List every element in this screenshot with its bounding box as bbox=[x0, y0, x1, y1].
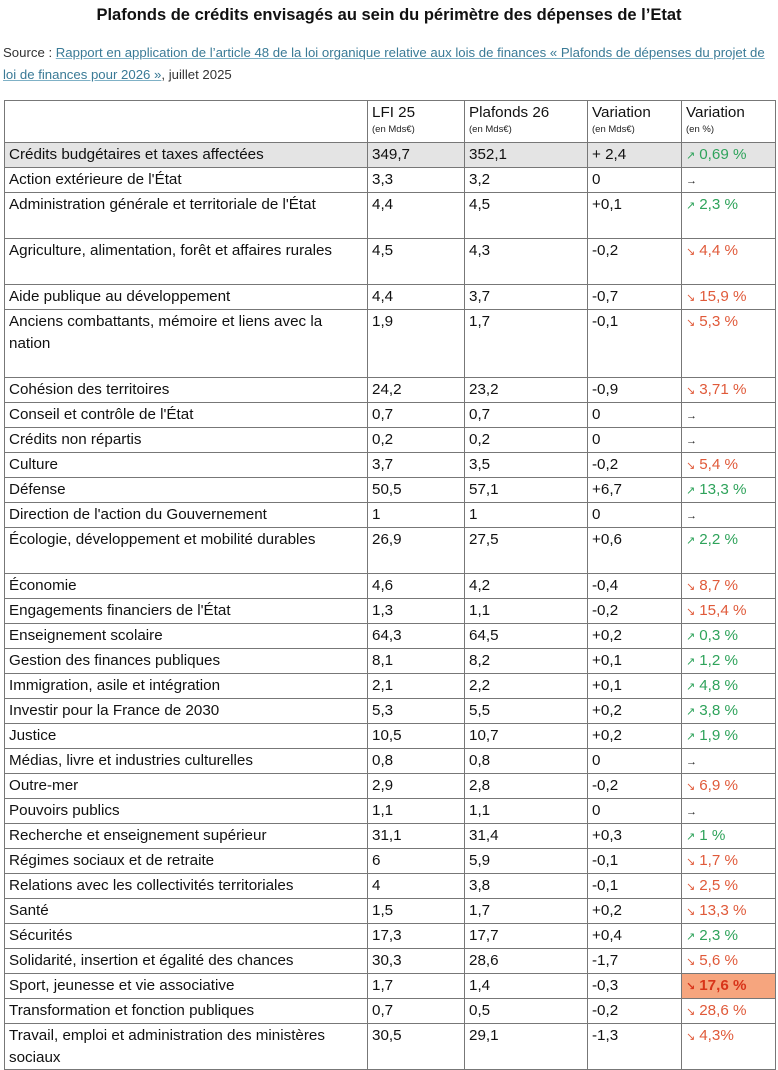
variation-pct-value: 28,6 % bbox=[699, 1002, 747, 1019]
plafond-value-cell: 1,1 bbox=[465, 799, 588, 824]
mission-name-cell: Aide publique au développement bbox=[5, 285, 368, 310]
header-label: Variation bbox=[686, 104, 745, 121]
plafond-value-cell: 0,5 bbox=[465, 999, 588, 1024]
variation-mds-cell: +0,2 bbox=[588, 724, 682, 749]
mission-name-cell: Écologie, développement et mobilité durables bbox=[5, 528, 368, 574]
plafond-value-cell: 5,5 bbox=[465, 699, 588, 724]
table-row bbox=[5, 674, 776, 699]
mission-name-cell: Gestion des finances publiques bbox=[5, 649, 368, 674]
table-row bbox=[5, 428, 776, 453]
trend-down-arrow-icon: ↘ bbox=[686, 881, 696, 893]
trend-down-arrow-icon: ↘ bbox=[686, 581, 696, 593]
variation-pct-cell bbox=[682, 749, 776, 774]
lfi-value-cell: 1,1 bbox=[368, 799, 465, 824]
variation-pct-cell bbox=[682, 599, 776, 624]
table-row bbox=[5, 143, 776, 168]
variation-mds-cell: -0,7 bbox=[588, 285, 682, 310]
trend-flat-arrow-icon: → bbox=[686, 756, 697, 768]
lfi-value-cell: 0,8 bbox=[368, 749, 465, 774]
variation-pct-value: 4,3% bbox=[699, 1027, 734, 1044]
mission-name-cell: Outre-mer bbox=[5, 774, 368, 799]
trend-up-arrow-icon: ↗ bbox=[686, 631, 696, 643]
lfi-value-cell: 3,3 bbox=[368, 168, 465, 193]
lfi-value-cell: 0,7 bbox=[368, 403, 465, 428]
mission-name-cell: Anciens combattants, mémoire et liens avec la nation bbox=[5, 310, 368, 378]
variation-pct-cell bbox=[682, 799, 776, 824]
mission-name-cell: Cohésion des territoires bbox=[5, 378, 368, 403]
lfi-value-cell: 26,9 bbox=[368, 528, 465, 574]
mission-name-cell: Culture bbox=[5, 453, 368, 478]
variation-pct-value: 6,9 % bbox=[699, 777, 739, 794]
trend-up-arrow-icon: ↗ bbox=[686, 656, 696, 668]
plafond-value-cell: 57,1 bbox=[465, 478, 588, 503]
mission-name-cell: Travail, emploi et administration des ministères sociaux bbox=[5, 1024, 368, 1070]
variation-pct-cell bbox=[682, 899, 776, 924]
plafond-value-cell: 8,2 bbox=[465, 649, 588, 674]
lfi-value-cell: 0,7 bbox=[368, 999, 465, 1024]
mission-name-cell: Sécurités bbox=[5, 924, 368, 949]
variation-pct-cell bbox=[682, 285, 776, 310]
lfi-value-cell: 17,3 bbox=[368, 924, 465, 949]
mission-name-cell: Solidarité, insertion et égalité des chances bbox=[5, 949, 368, 974]
mission-name-cell: Enseignement scolaire bbox=[5, 624, 368, 649]
plafond-value-cell: 1,7 bbox=[465, 310, 588, 378]
variation-mds-cell: -0,2 bbox=[588, 999, 682, 1024]
plafond-value-cell: 64,5 bbox=[465, 624, 588, 649]
variation-pct-value: 0,69 % bbox=[699, 146, 747, 163]
mission-name-cell: Médias, livre et industries culturelles bbox=[5, 749, 368, 774]
header-plafond bbox=[465, 101, 588, 143]
lfi-value-cell: 64,3 bbox=[368, 624, 465, 649]
header-unit: (en Mds€) bbox=[372, 124, 415, 135]
variation-mds-cell: -1,7 bbox=[588, 949, 682, 974]
source-suffix: , juillet 2025 bbox=[161, 67, 232, 82]
mission-name-cell: Conseil et contrôle de l'État bbox=[5, 403, 368, 428]
plafond-value-cell: 4,2 bbox=[465, 574, 588, 599]
budget-table bbox=[4, 100, 776, 1070]
variation-pct-value: 1 % bbox=[699, 827, 726, 844]
variation-mds-cell: -0,2 bbox=[588, 599, 682, 624]
plafond-value-cell: 0,7 bbox=[465, 403, 588, 428]
mission-name-cell: Transformation et fonction publiques bbox=[5, 999, 368, 1024]
header-variation-pct bbox=[682, 101, 776, 143]
plafond-value-cell: 1,7 bbox=[465, 899, 588, 924]
variation-pct-value: 3,71 % bbox=[699, 381, 747, 398]
lfi-value-cell: 4 bbox=[368, 874, 465, 899]
plafond-value-cell: 3,8 bbox=[465, 874, 588, 899]
variation-pct-value: 17,6 % bbox=[699, 977, 747, 994]
variation-pct-cell bbox=[682, 849, 776, 874]
trend-down-arrow-icon: ↘ bbox=[686, 292, 696, 304]
variation-pct-cell bbox=[682, 924, 776, 949]
table-row bbox=[5, 999, 776, 1024]
trend-flat-arrow-icon: → bbox=[686, 410, 697, 422]
plafond-value-cell: 1 bbox=[465, 503, 588, 528]
variation-pct-cell bbox=[682, 503, 776, 528]
plafond-value-cell: 2,8 bbox=[465, 774, 588, 799]
variation-pct-value: 1,7 % bbox=[699, 852, 739, 869]
lfi-value-cell: 4,4 bbox=[368, 285, 465, 310]
header-label: LFI 25 bbox=[372, 104, 416, 121]
table-row bbox=[5, 310, 776, 378]
variation-mds-cell: -0,3 bbox=[588, 974, 682, 999]
table-row bbox=[5, 378, 776, 403]
lfi-value-cell: 10,5 bbox=[368, 724, 465, 749]
table-row bbox=[5, 599, 776, 624]
variation-mds-cell: -0,1 bbox=[588, 310, 682, 378]
mission-name-cell: Santé bbox=[5, 899, 368, 924]
variation-pct-value: 0,3 % bbox=[699, 627, 739, 644]
table-row bbox=[5, 168, 776, 193]
table-row bbox=[5, 503, 776, 528]
plafond-value-cell: 352,1 bbox=[465, 143, 588, 168]
trend-down-arrow-icon: ↘ bbox=[686, 906, 696, 918]
variation-pct-cell bbox=[682, 724, 776, 749]
variation-pct-cell bbox=[682, 403, 776, 428]
mission-name-cell: Régimes sociaux et de retraite bbox=[5, 849, 368, 874]
variation-pct-value: 15,4 % bbox=[699, 602, 747, 619]
lfi-value-cell: 1,9 bbox=[368, 310, 465, 378]
table-row bbox=[5, 899, 776, 924]
variation-pct-cell bbox=[682, 528, 776, 574]
lfi-value-cell: 6 bbox=[368, 849, 465, 874]
mission-name-cell: Action extérieure de l'État bbox=[5, 168, 368, 193]
trend-down-arrow-icon: ↘ bbox=[686, 956, 696, 968]
variation-pct-value: 15,9 % bbox=[699, 288, 747, 305]
mission-name-cell: Immigration, asile et intégration bbox=[5, 674, 368, 699]
variation-pct-cell bbox=[682, 999, 776, 1024]
header-mission bbox=[5, 101, 368, 143]
table-row bbox=[5, 699, 776, 724]
lfi-value-cell: 5,3 bbox=[368, 699, 465, 724]
variation-mds-cell: +0,1 bbox=[588, 674, 682, 699]
table-row bbox=[5, 774, 776, 799]
variation-pct-value: 5,3 % bbox=[699, 313, 739, 330]
variation-mds-cell: -0,1 bbox=[588, 849, 682, 874]
variation-pct-value: 4,8 % bbox=[699, 677, 739, 694]
variation-mds-cell: +0,2 bbox=[588, 699, 682, 724]
header-unit: (en Mds€) bbox=[469, 124, 512, 135]
trend-up-arrow-icon: ↗ bbox=[686, 706, 696, 718]
lfi-value-cell: 3,7 bbox=[368, 453, 465, 478]
plafond-value-cell: 3,2 bbox=[465, 168, 588, 193]
table-row bbox=[5, 924, 776, 949]
lfi-value-cell: 1,7 bbox=[368, 974, 465, 999]
trend-up-arrow-icon: ↗ bbox=[686, 200, 696, 212]
lfi-value-cell: 349,7 bbox=[368, 143, 465, 168]
table-row bbox=[5, 849, 776, 874]
lfi-value-cell: 1,3 bbox=[368, 599, 465, 624]
lfi-value-cell: 0,2 bbox=[368, 428, 465, 453]
trend-down-arrow-icon: ↘ bbox=[686, 856, 696, 868]
plafond-value-cell: 0,2 bbox=[465, 428, 588, 453]
table-row bbox=[5, 649, 776, 674]
variation-mds-cell: -0,2 bbox=[588, 453, 682, 478]
variation-pct-value: 4,4 % bbox=[699, 242, 739, 259]
variation-pct-value: 2,5 % bbox=[699, 877, 739, 894]
table-row bbox=[5, 453, 776, 478]
trend-up-arrow-icon: ↗ bbox=[686, 150, 696, 162]
trend-down-arrow-icon: ↘ bbox=[686, 460, 696, 472]
variation-pct-cell bbox=[682, 378, 776, 403]
table-row bbox=[5, 874, 776, 899]
variation-pct-cell bbox=[682, 239, 776, 285]
mission-name-cell: Crédits budgétaires et taxes affectées bbox=[5, 143, 368, 168]
mission-name-cell: Administration générale et territoriale de l'État bbox=[5, 193, 368, 239]
plafond-value-cell: 17,7 bbox=[465, 924, 588, 949]
variation-mds-cell: -0,2 bbox=[588, 239, 682, 285]
variation-mds-cell: -0,4 bbox=[588, 574, 682, 599]
variation-pct-cell bbox=[682, 949, 776, 974]
trend-flat-arrow-icon: → bbox=[686, 175, 697, 187]
plafond-value-cell: 5,9 bbox=[465, 849, 588, 874]
variation-mds-cell: -0,2 bbox=[588, 774, 682, 799]
lfi-value-cell: 24,2 bbox=[368, 378, 465, 403]
source-prefix: Source : bbox=[3, 45, 56, 60]
trend-down-arrow-icon: ↘ bbox=[686, 246, 696, 258]
variation-mds-cell: + 2,4 bbox=[588, 143, 682, 168]
trend-down-arrow-icon: ↘ bbox=[686, 606, 696, 618]
variation-mds-cell: +0,3 bbox=[588, 824, 682, 849]
trend-up-arrow-icon: ↗ bbox=[686, 485, 696, 497]
variation-mds-cell: 0 bbox=[588, 428, 682, 453]
header-unit: (en %) bbox=[686, 124, 714, 135]
variation-pct-cell bbox=[682, 824, 776, 849]
table-row bbox=[5, 193, 776, 239]
header-lfi bbox=[368, 101, 465, 143]
lfi-value-cell: 4,4 bbox=[368, 193, 465, 239]
variation-pct-value: 2,3 % bbox=[699, 927, 739, 944]
plafond-value-cell: 4,3 bbox=[465, 239, 588, 285]
variation-pct-cell bbox=[682, 699, 776, 724]
variation-mds-cell: -1,3 bbox=[588, 1024, 682, 1070]
header-variation-mds bbox=[588, 101, 682, 143]
table-row bbox=[5, 285, 776, 310]
variation-pct-cell bbox=[682, 143, 776, 168]
lfi-value-cell: 2,1 bbox=[368, 674, 465, 699]
header-unit: (en Mds€) bbox=[592, 124, 635, 135]
lfi-value-cell: 30,5 bbox=[368, 1024, 465, 1070]
mission-name-cell: Sport, jeunesse et vie associative bbox=[5, 974, 368, 999]
variation-mds-cell: +0,6 bbox=[588, 528, 682, 574]
lfi-value-cell: 1 bbox=[368, 503, 465, 528]
mission-name-cell: Investir pour la France de 2030 bbox=[5, 699, 368, 724]
table-row bbox=[5, 799, 776, 824]
plafond-value-cell: 1,1 bbox=[465, 599, 588, 624]
trend-flat-arrow-icon: → bbox=[686, 806, 697, 818]
trend-down-arrow-icon: ↘ bbox=[686, 317, 696, 329]
table-header-row bbox=[5, 101, 776, 143]
table-row bbox=[5, 403, 776, 428]
lfi-value-cell: 4,5 bbox=[368, 239, 465, 285]
variation-pct-cell bbox=[682, 624, 776, 649]
trend-flat-arrow-icon: → bbox=[686, 435, 697, 447]
mission-name-cell: Crédits non répartis bbox=[5, 428, 368, 453]
plafond-value-cell: 23,2 bbox=[465, 378, 588, 403]
table-row bbox=[5, 478, 776, 503]
variation-mds-cell: 0 bbox=[588, 503, 682, 528]
plafond-value-cell: 3,5 bbox=[465, 453, 588, 478]
variation-mds-cell: 0 bbox=[588, 749, 682, 774]
plafond-value-cell: 29,1 bbox=[465, 1024, 588, 1070]
table-row bbox=[5, 949, 776, 974]
table-row bbox=[5, 624, 776, 649]
page-title: Plafonds de crédits envisagés au sein du périmètre des dépenses de l’Etat bbox=[96, 6, 682, 24]
variation-pct-cell bbox=[682, 649, 776, 674]
lfi-value-cell: 2,9 bbox=[368, 774, 465, 799]
plafond-value-cell: 27,5 bbox=[465, 528, 588, 574]
trend-up-arrow-icon: ↗ bbox=[686, 681, 696, 693]
trend-down-arrow-icon: ↘ bbox=[686, 1031, 696, 1043]
plafond-value-cell: 3,7 bbox=[465, 285, 588, 310]
variation-pct-cell bbox=[682, 428, 776, 453]
plafond-value-cell: 2,2 bbox=[465, 674, 588, 699]
lfi-value-cell: 1,5 bbox=[368, 899, 465, 924]
variation-mds-cell: -0,9 bbox=[588, 378, 682, 403]
lfi-value-cell: 30,3 bbox=[368, 949, 465, 974]
variation-pct-value: 5,4 % bbox=[699, 456, 739, 473]
variation-mds-cell: +0,4 bbox=[588, 924, 682, 949]
header-label: Plafonds 26 bbox=[469, 104, 550, 121]
trend-down-arrow-icon: ↘ bbox=[686, 385, 696, 397]
variation-mds-cell: +0,2 bbox=[588, 624, 682, 649]
trend-up-arrow-icon: ↗ bbox=[686, 731, 696, 743]
variation-pct-value: 5,6 % bbox=[699, 952, 739, 969]
variation-pct-cell bbox=[682, 774, 776, 799]
mission-name-cell: Justice bbox=[5, 724, 368, 749]
variation-pct-cell bbox=[682, 974, 776, 999]
trend-up-arrow-icon: ↗ bbox=[686, 831, 696, 843]
header-label: Variation bbox=[592, 104, 651, 121]
table-row bbox=[5, 574, 776, 599]
variation-mds-cell: 0 bbox=[588, 403, 682, 428]
trend-up-arrow-icon: ↗ bbox=[686, 931, 696, 943]
trend-up-arrow-icon: ↗ bbox=[686, 535, 696, 547]
variation-mds-cell: +0,1 bbox=[588, 649, 682, 674]
trend-flat-arrow-icon: → bbox=[686, 510, 697, 522]
source-link[interactable]: Rapport en application de l’article 48 de la loi organique relative aux lois de finances « Plafonds de dépenses du projet de loi de finances pour 2026 » bbox=[3, 45, 765, 82]
mission-name-cell: Recherche et enseignement supérieur bbox=[5, 824, 368, 849]
mission-name-cell: Engagements financiers de l'État bbox=[5, 599, 368, 624]
variation-pct-cell bbox=[682, 674, 776, 699]
trend-down-arrow-icon: ↘ bbox=[686, 781, 696, 793]
variation-mds-cell: 0 bbox=[588, 799, 682, 824]
plafond-value-cell: 10,7 bbox=[465, 724, 588, 749]
table-row bbox=[5, 239, 776, 285]
plafond-value-cell: 28,6 bbox=[465, 949, 588, 974]
variation-pct-cell bbox=[682, 310, 776, 378]
variation-pct-cell bbox=[682, 874, 776, 899]
table-row bbox=[5, 724, 776, 749]
source-line bbox=[3, 42, 773, 86]
variation-pct-value: 1,9 % bbox=[699, 727, 739, 744]
mission-name-cell: Économie bbox=[5, 574, 368, 599]
variation-mds-cell: 0 bbox=[588, 168, 682, 193]
mission-name-cell: Direction de l'action du Gouvernement bbox=[5, 503, 368, 528]
plafond-value-cell: 1,4 bbox=[465, 974, 588, 999]
variation-pct-value: 3,8 % bbox=[699, 702, 739, 719]
variation-mds-cell: +0,2 bbox=[588, 899, 682, 924]
variation-pct-value: 2,3 % bbox=[699, 196, 739, 213]
mission-name-cell: Pouvoirs publics bbox=[5, 799, 368, 824]
variation-pct-cell bbox=[682, 168, 776, 193]
mission-name-cell: Défense bbox=[5, 478, 368, 503]
table-row bbox=[5, 528, 776, 574]
lfi-value-cell: 4,6 bbox=[368, 574, 465, 599]
variation-pct-value: 8,7 % bbox=[699, 577, 739, 594]
variation-mds-cell: -0,1 bbox=[588, 874, 682, 899]
table-row bbox=[5, 824, 776, 849]
plafond-value-cell: 4,5 bbox=[465, 193, 588, 239]
trend-down-arrow-icon: ↘ bbox=[686, 981, 696, 993]
variation-pct-value: 13,3 % bbox=[699, 902, 747, 919]
variation-mds-cell: +6,7 bbox=[588, 478, 682, 503]
variation-pct-cell bbox=[682, 574, 776, 599]
variation-pct-cell bbox=[682, 193, 776, 239]
trend-down-arrow-icon: ↘ bbox=[686, 1006, 696, 1018]
lfi-value-cell: 31,1 bbox=[368, 824, 465, 849]
variation-pct-value: 2,2 % bbox=[699, 531, 739, 548]
lfi-value-cell: 50,5 bbox=[368, 478, 465, 503]
mission-name-cell: Relations avec les collectivités territoriales bbox=[5, 874, 368, 899]
variation-mds-cell: +0,1 bbox=[588, 193, 682, 239]
table-row bbox=[5, 749, 776, 774]
table-row bbox=[5, 1024, 776, 1070]
variation-pct-value: 13,3 % bbox=[699, 481, 747, 498]
variation-pct-value: 1,2 % bbox=[699, 652, 739, 669]
table-row bbox=[5, 974, 776, 999]
variation-pct-cell bbox=[682, 478, 776, 503]
mission-name-cell: Agriculture, alimentation, forêt et affaires rurales bbox=[5, 239, 368, 285]
plafond-value-cell: 0,8 bbox=[465, 749, 588, 774]
variation-pct-cell bbox=[682, 1024, 776, 1070]
variation-pct-cell bbox=[682, 453, 776, 478]
plafond-value-cell: 31,4 bbox=[465, 824, 588, 849]
lfi-value-cell: 8,1 bbox=[368, 649, 465, 674]
